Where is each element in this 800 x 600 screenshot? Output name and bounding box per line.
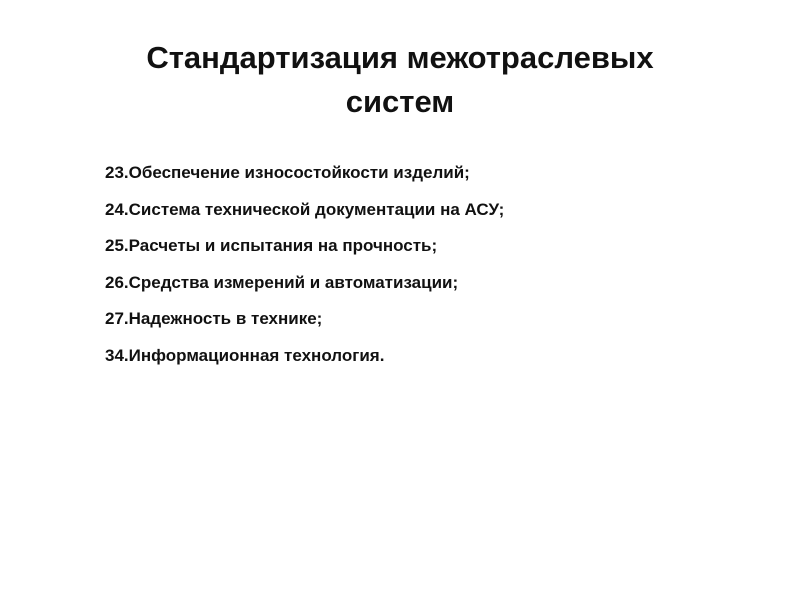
slide-title bbox=[60, 36, 740, 124]
slide-title-line-1: Стандартизация межотраслевых bbox=[146, 40, 654, 75]
list-item: 34.Информационная технология. bbox=[105, 345, 385, 365]
standards-list bbox=[105, 162, 504, 381]
list-item: 26.Средства измерений и автоматизации; bbox=[105, 272, 459, 292]
list-item: 23.Обеспечение износостойкости изделий; bbox=[105, 163, 470, 182]
list-item: 24.Система технической документации на АСУ; bbox=[105, 199, 505, 219]
list-item: 25.Расчеты и испытания на прочность; bbox=[105, 236, 438, 255]
slide-title-line-2: систем bbox=[345, 84, 455, 119]
list-item: 27.Надежность в технике; bbox=[105, 309, 323, 328]
